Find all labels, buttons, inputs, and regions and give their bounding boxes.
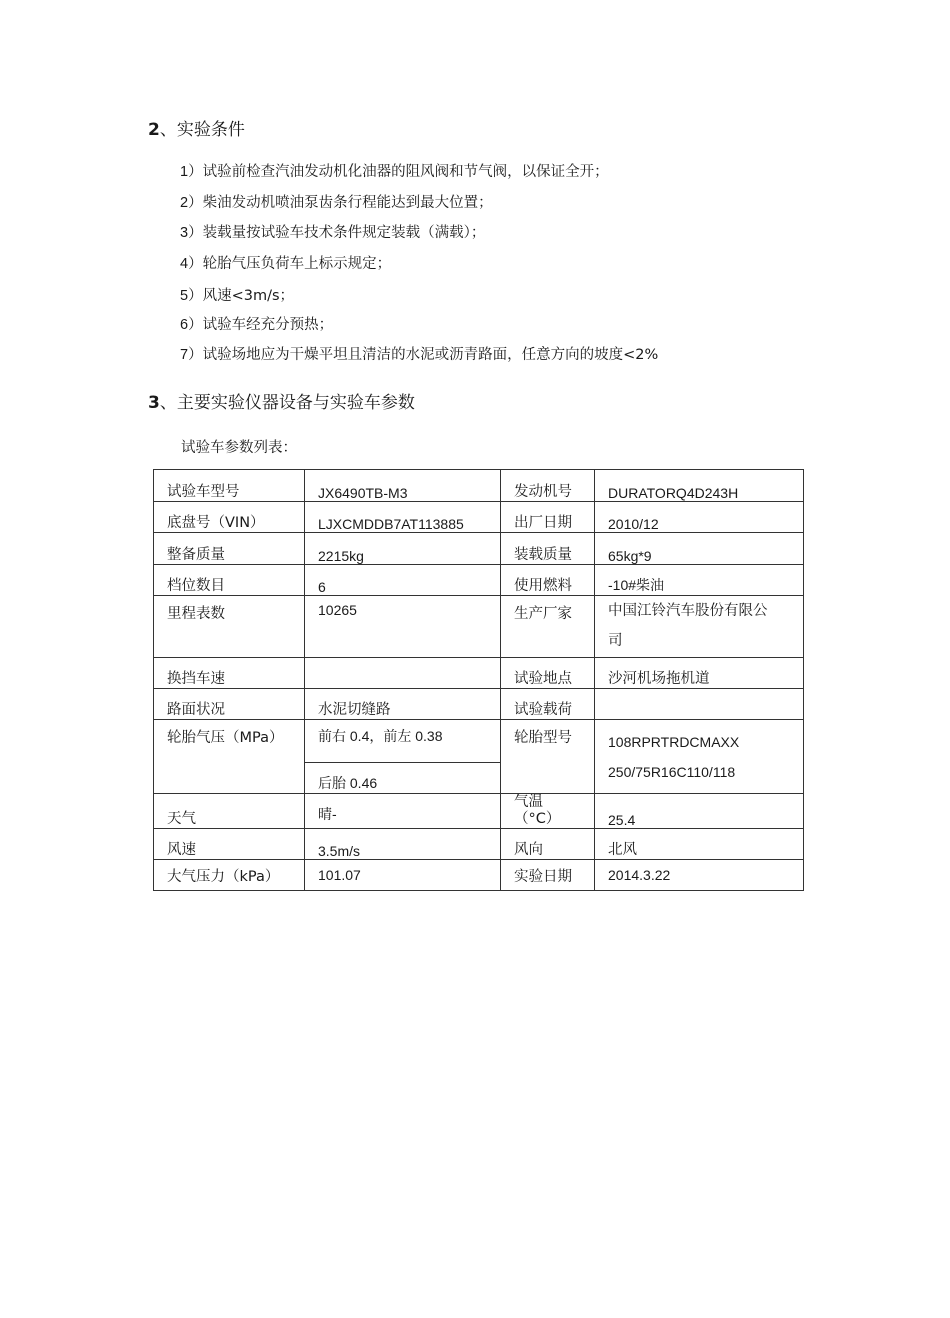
- label-cell: 路面状况: [154, 689, 305, 720]
- section-2-heading: [148, 115, 245, 140]
- value-cell: 25.4: [595, 794, 804, 829]
- vehicle-parameter-table: [153, 469, 804, 891]
- section-3-title: 、主要实验仪器设备与实验车参数: [159, 393, 415, 413]
- value-cell: 后胎 0.46: [305, 763, 501, 794]
- value-cell: -10#柴油: [595, 565, 804, 596]
- label-cell: 换挡车速: [154, 658, 305, 689]
- condition-item-7: 7）试验场地应为干燥平坦且清洁的水泥或沥青路面，任意方向的坡度<2%: [180, 347, 659, 363]
- manufacturer-line-1: 中国江铃汽车股份有限公: [608, 603, 768, 619]
- tire-model-line-1: 108RPRTRDCMAXX: [608, 733, 740, 750]
- condition-item-3: 3）装载量按试验车技术条件规定装载（满载）；: [180, 225, 486, 241]
- manufacturer-cell: [595, 596, 804, 658]
- label-cell: 轮胎型号: [501, 720, 595, 794]
- table-row: [154, 565, 804, 596]
- label-cell: 底盘号（VIN）: [154, 502, 305, 533]
- label-cell: 发动机号: [501, 470, 595, 502]
- label-cell: 档位数目: [154, 565, 305, 596]
- value-cell: 65kg*9: [595, 533, 804, 565]
- value-cell: LJXCMDDB7AT113885: [305, 502, 501, 533]
- value-cell: 北风: [595, 829, 804, 860]
- condition-item-1: 1）试验前检查汽油发动机化油器的阻风阀和节气阀，以保证全开；: [180, 164, 609, 180]
- table-row: [154, 794, 804, 829]
- table-caption: 试验车参数列表：: [181, 440, 297, 456]
- value-cell: DURATORQ4D243H: [595, 470, 804, 502]
- value-cell: 前右 0.4，前左 0.38: [305, 720, 501, 763]
- label-cell: 出厂日期: [501, 502, 595, 533]
- value-cell: 10265: [305, 596, 501, 658]
- label-cell: 大气压力（kPa）: [154, 860, 305, 891]
- table-row: [154, 860, 804, 891]
- tire-model-cell: [595, 720, 804, 794]
- section-3-number: 3: [148, 393, 160, 413]
- condition-item-4: 4）轮胎气压负荷车上标示规定；: [180, 256, 392, 272]
- label-cell: 实验日期: [501, 860, 595, 891]
- value-cell: 水泥切缝路: [305, 689, 501, 720]
- value-cell: 3.5m/s: [305, 829, 501, 860]
- value-cell: 晴-: [305, 794, 501, 829]
- label-cell: 轮胎气压（MPa）: [154, 720, 305, 794]
- value-cell: 沙河机场拖机道: [595, 658, 804, 689]
- table-row: [154, 658, 804, 689]
- value-cell: 2215kg: [305, 533, 501, 565]
- label-cell: 里程表数: [154, 596, 305, 658]
- condition-item-2: 2）柴油发动机喷油泵齿条行程能达到最大位置；: [180, 195, 493, 211]
- label-cell: 生产厂家: [501, 596, 595, 658]
- table-row: [154, 829, 804, 860]
- label-cell: 装载质量: [501, 533, 595, 565]
- value-cell: 101.07: [305, 860, 501, 891]
- temperature-label-cell: [501, 794, 595, 829]
- value-cell: [305, 658, 501, 689]
- value-cell: [595, 689, 804, 720]
- label-cell: 风速: [154, 829, 305, 860]
- label-cell: 天气: [154, 794, 305, 829]
- section-2-title: 、实验条件: [159, 120, 245, 140]
- value-cell: 2014.3.22: [595, 860, 804, 891]
- section-3-heading: [148, 388, 415, 413]
- table-row: [154, 470, 804, 502]
- condition-item-5: 5）风速<3m/s；: [180, 288, 295, 304]
- table-row: [154, 502, 804, 533]
- label-cell: 试验地点: [501, 658, 595, 689]
- value-cell: JX6490TB-M3: [305, 470, 501, 502]
- table-row: [154, 533, 804, 565]
- table-row: [154, 689, 804, 720]
- temperature-label-line-2: （°C）: [514, 811, 561, 827]
- label-cell: 试验车型号: [154, 470, 305, 502]
- temperature-label-line-1: 气温: [514, 794, 543, 810]
- value-cell: 2010/12: [595, 502, 804, 533]
- label-cell: 试验载荷: [501, 689, 595, 720]
- condition-item-6: 6）试验车经充分预热；: [180, 317, 334, 333]
- label-cell: 使用燃料: [501, 565, 595, 596]
- manufacturer-line-2: 司: [608, 633, 623, 649]
- section-2-number: 2: [148, 120, 160, 140]
- label-cell: 风向: [501, 829, 595, 860]
- tire-model-line-2: 250/75R16C110/118: [608, 763, 736, 780]
- label-cell: 整备质量: [154, 533, 305, 565]
- table-row: [154, 596, 804, 658]
- value-cell: 6: [305, 565, 501, 596]
- table-row: [154, 720, 804, 763]
